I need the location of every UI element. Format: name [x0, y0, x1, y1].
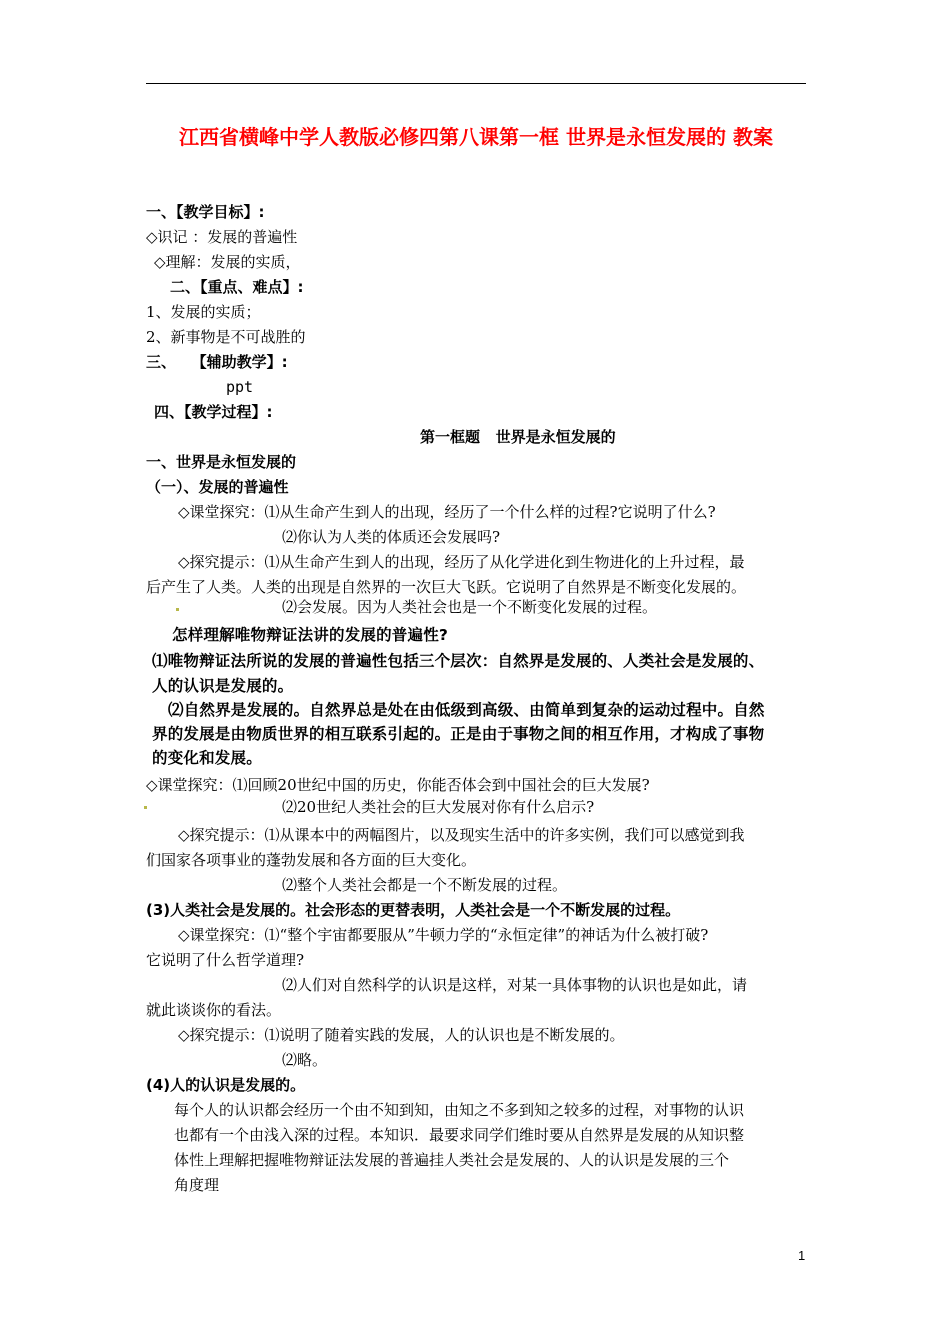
page-number: 1 [798, 1248, 806, 1263]
hint-3-a2: ⑵略。 [282, 1051, 328, 1069]
inquiry-3-q1-cont: 它说明了什么哲学道理? [146, 951, 305, 969]
hint-1-a2: ⑵会发展。因为人类社会也是一个不断变化发展的过程。 [282, 598, 658, 616]
section-aids: 三、 【辅助教学】: [146, 353, 288, 371]
document-title: 江西省横峰中学人教版必修四第八课第一框 世界是永恒发展的 教案 [179, 125, 773, 149]
scan-speck [176, 608, 179, 611]
answer-2: ⑵自然界是发展的。自然界总是处在由低级到高级、由简单到复杂的运动过程中。自然 [168, 701, 765, 719]
section-process: 四、【教学过程】: [154, 403, 273, 421]
aid-ppt: ppt [226, 378, 254, 396]
answer-1-cont: 人的认识是发展的。 [152, 677, 294, 695]
hint-1-a1: ◇探究提示：⑴从生命产生到人的出现，经历了从化学进化到生物进化的上升过程，最 [178, 553, 745, 571]
summary-line-3: 体性上理解把握唯物辩证法发展的普遍挂人类社会是发展的、人的认识是发展的三个 [174, 1151, 730, 1169]
summary-line-2: 也都有一个由浅入深的过程。本知识．最要求同学们维时要从自然界是发展的从知识整 [174, 1126, 745, 1144]
inquiry-3-q1: ◇课堂探究：⑴“整个宇宙都要服从”牛顿力学的“永恒定律”的神话为什么被打破? [178, 926, 709, 944]
answer-1: ⑴唯物辩证法所说的发展的普遍性包括三个层次：自然界是发展的、人类社会是发展的、 [152, 652, 765, 670]
inquiry-2-q1: ◇课堂探究：⑴回顾20世纪中国的历史，你能否体会到中国社会的巨大发展? [146, 776, 650, 794]
lesson-heading: 第一框题 世界是永恒发展的 [420, 428, 616, 446]
hint-3-a1: ◇探究提示：⑴说明了随着实践的发展，人的认识也是不断发展的。 [178, 1026, 625, 1044]
key-point-2: 2、新事物是不可战胜的 [146, 328, 306, 346]
hint-2-a1-cont: 们国家各项事业的蓬勃发展和各方面的巨大变化。 [146, 851, 477, 869]
inquiry-3-q2: ⑵人们对自然科学的认识是这样，对某一具体事物的认识也是如此，请 [282, 976, 748, 994]
point-cognition-develops: (4)人的认识是发展的。 [146, 1076, 306, 1094]
question-universality: 怎样理解唯物辩证法讲的发展的普遍性? [172, 626, 449, 644]
header-rule [146, 83, 806, 84]
inquiry-3-q2-cont: 就此谈谈你的看法。 [146, 1001, 282, 1019]
summary-line-4: 角度理 [174, 1176, 220, 1194]
section-key-points: 二、【重点、难点】: [170, 278, 304, 296]
answer-2-cont1: 界的发展是由物质世界的相互联系引起的。正是由于事物之间的相互作用，才构成了事物 [152, 725, 765, 743]
inquiry-1-q1: ◇课堂探究：⑴从生命产生到人的出现，经历了一个什么样的过程?它说明了什么? [178, 503, 716, 521]
key-point-1: 1、发展的实质； [146, 303, 261, 321]
objective-understand: ◇理解：发展的实质， [154, 253, 301, 271]
heading-world-develops: 一、世界是永恒发展的 [146, 453, 297, 471]
answer-2-cont2: 的变化和发展。 [152, 749, 262, 767]
summary-line-1: 每个人的认识都会经历一个由不知到知，由知之不多到知之较多的过程，对事物的认识 [174, 1101, 745, 1119]
hint-1-a1-cont: 后产生了人类。人类的出现是自然界的一次巨大飞跃。它说明了自然界是不断变化发展的。 [146, 578, 747, 596]
hint-2-a1: ◇探究提示：⑴从课本中的两幅图片，以及现实生活中的许多实例，我们可以感觉到我 [178, 826, 745, 844]
heading-universality: （一）、发展的普遍性 [146, 478, 289, 496]
inquiry-2-q2: ⑵20世纪人类社会的巨大发展对你有什么启示? [282, 798, 595, 816]
inquiry-1-q2: ⑵你认为人类的体质还会发展吗? [282, 528, 501, 546]
objective-memorize: ◇识记 ：发展的普遍性 [146, 228, 298, 246]
hint-2-a2: ⑵整个人类社会都是一个不断发展的过程。 [282, 876, 568, 894]
scan-speck [144, 806, 147, 809]
section-objectives: 一、【教学目标】: [146, 203, 265, 221]
point-society-develops: (3)人类社会是发展的。社会形态的更替表明，人类社会是一个不断发展的过程。 [146, 901, 681, 919]
